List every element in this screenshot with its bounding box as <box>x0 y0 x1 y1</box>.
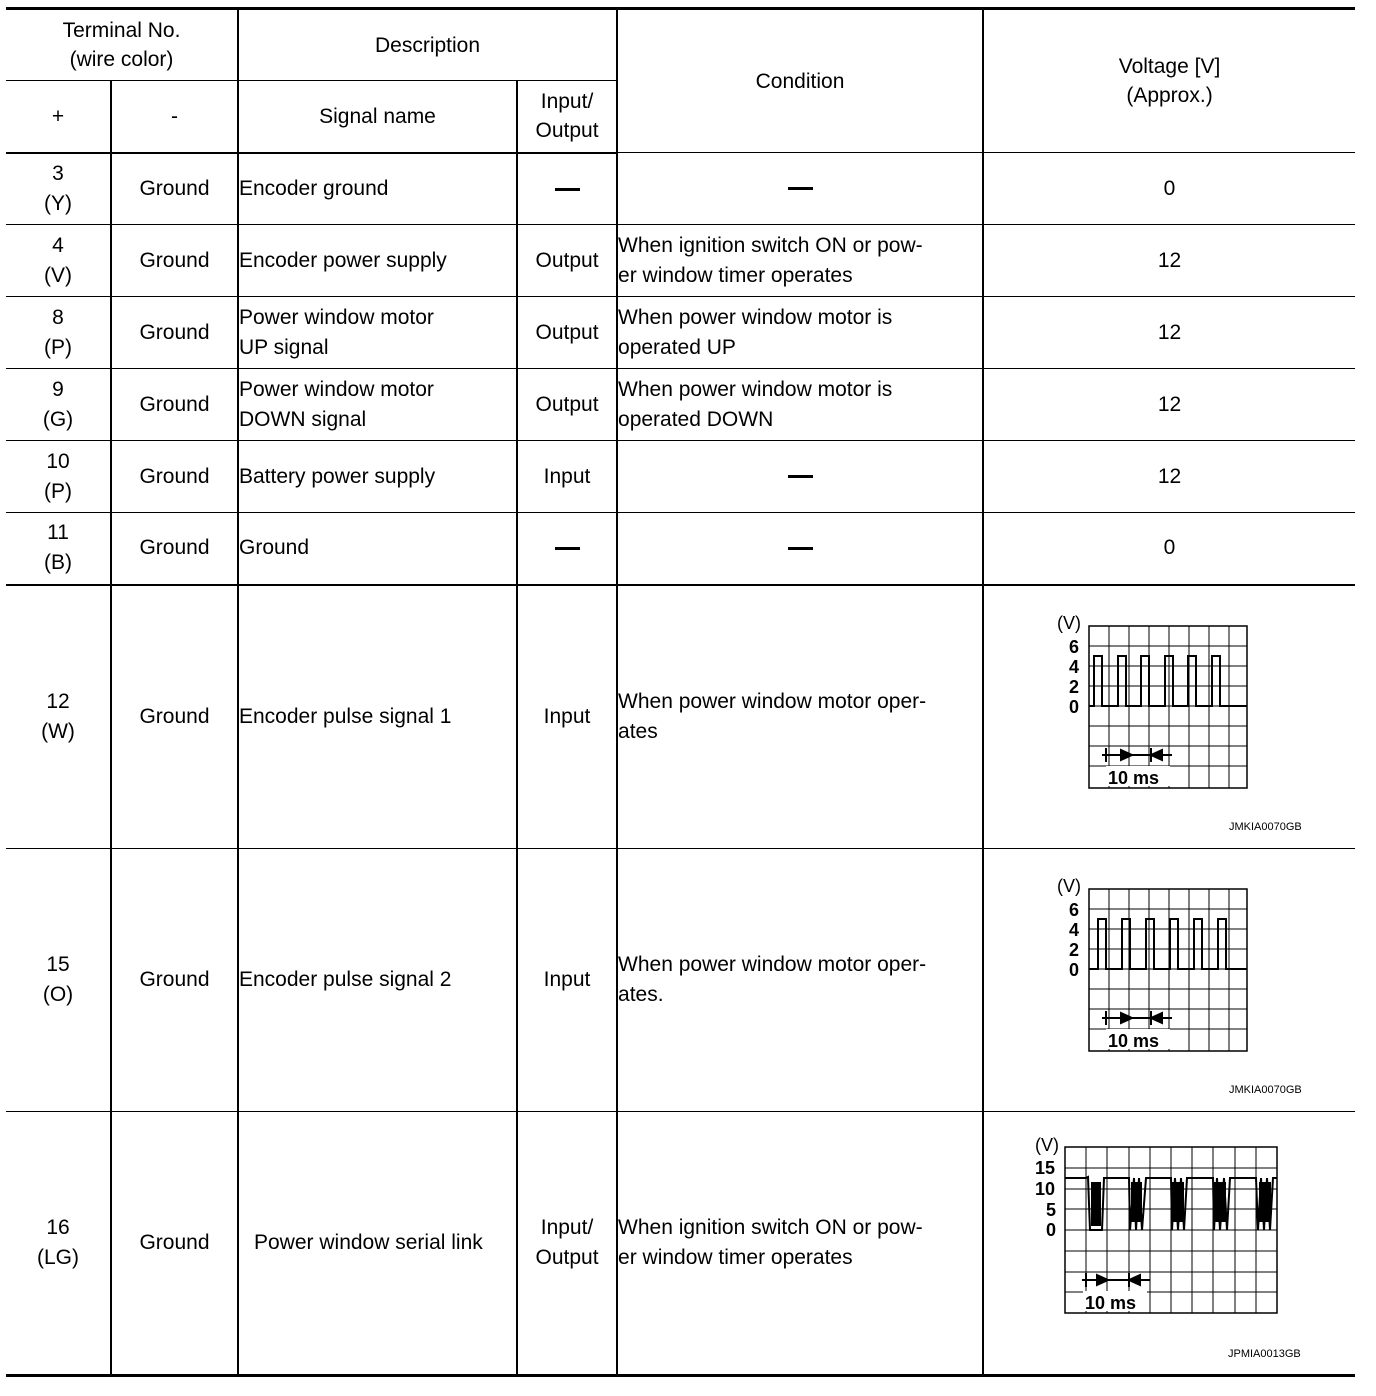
io-cell: Output <box>517 369 617 441</box>
minus-cell: Ground <box>111 225 238 297</box>
terminal-cell <box>6 1111 111 1375</box>
header-plus: + <box>6 81 111 153</box>
io-cell <box>517 153 617 225</box>
condition-cell <box>617 441 983 513</box>
unit-label: (V) <box>1057 612 1082 633</box>
condition-cell <box>617 513 983 585</box>
condition-cell <box>617 225 983 297</box>
table-row <box>6 369 1355 441</box>
terminal-number: 10 <box>46 449 70 473</box>
header-terminal <box>6 9 238 81</box>
condition-cell <box>617 297 983 369</box>
io-line-2: Output <box>535 1245 599 1269</box>
minus-cell: Ground <box>111 297 238 369</box>
minus-cell: Ground <box>111 585 238 849</box>
condition-line-1: When power window motor oper- <box>618 952 927 976</box>
terminal-number: 16 <box>46 1215 70 1239</box>
timebase-label: 10 ms <box>1085 1292 1137 1313</box>
tick-label: 2 <box>1069 676 1080 697</box>
signal-line-1: Power window motor <box>239 377 434 401</box>
minus-cell: Ground <box>111 848 238 1111</box>
tick-label: 0 <box>1069 959 1080 980</box>
wire-color: (P) <box>44 335 72 359</box>
tick-label: 6 <box>1069 899 1080 920</box>
pulse-trace <box>1089 919 1247 969</box>
tick-label: 6 <box>1069 636 1080 657</box>
dash-mark <box>788 547 813 550</box>
terminal-number: 11 <box>47 521 69 545</box>
voltage-cell: 0 <box>983 513 1355 585</box>
terminal-cell <box>6 848 111 1111</box>
table-row <box>6 153 1355 225</box>
header-signal-name: Signal name <box>238 81 517 153</box>
condition-line-2: operated UP <box>618 335 736 359</box>
signal-name-cell: Power window serial link <box>238 1111 517 1375</box>
terminal-cell <box>6 369 111 441</box>
tick-label: 2 <box>1069 939 1080 960</box>
io-cell: Output <box>517 225 617 297</box>
minus-cell: Ground <box>111 153 238 225</box>
condition-line-2: ates. <box>618 982 664 1006</box>
voltage-cell <box>983 585 1355 849</box>
wire-color: (P) <box>44 479 72 503</box>
tick-label: 10 <box>1035 1178 1056 1199</box>
header-io <box>517 81 617 153</box>
io-cell: Output <box>517 297 617 369</box>
minus-cell: Ground <box>111 1111 238 1375</box>
header-condition <box>617 9 983 153</box>
unit-label: (V) <box>1035 1134 1060 1155</box>
timebase-arrow <box>1102 748 1172 762</box>
voltage-cell: 12 <box>983 225 1355 297</box>
tick-label: 4 <box>1069 919 1080 940</box>
table-row <box>6 1111 1355 1375</box>
table-row <box>6 585 1355 849</box>
terminal-number: 8 <box>52 305 64 329</box>
timebase-arrow <box>1102 1011 1172 1025</box>
voltage-cell <box>983 1111 1355 1375</box>
tick-label: 4 <box>1069 656 1080 677</box>
minus-cell: Ground <box>111 513 238 585</box>
io-line-1: Input/ <box>540 1215 594 1239</box>
table-row <box>6 441 1355 513</box>
terminal-number: 3 <box>52 161 64 185</box>
terminal-cell <box>6 585 111 849</box>
voltage-cell <box>983 848 1355 1111</box>
dash-mark <box>555 188 580 191</box>
terminal-cell <box>6 297 111 369</box>
signal-line-2: UP signal <box>239 335 329 359</box>
voltage-cell: 12 <box>983 297 1355 369</box>
figure-code: JMKIA0070GB <box>1229 820 1302 833</box>
header-description-label: Description <box>374 33 481 57</box>
dash-mark <box>555 547 580 550</box>
io-cell: Input <box>517 848 617 1111</box>
header-row-1 <box>6 9 1355 81</box>
header-wire-color: (wire color) <box>69 48 174 71</box>
header-minus: - <box>111 81 238 153</box>
signal-name-cell <box>238 369 517 441</box>
wire-color: (B) <box>44 551 72 575</box>
signal-name-cell: Encoder pulse signal 2 <box>238 848 517 1111</box>
io-cell: Input <box>517 585 617 849</box>
wire-color: (Y) <box>44 191 72 215</box>
header-terminal-no: Terminal No. <box>62 19 181 42</box>
tick-label: 15 <box>1035 1157 1056 1178</box>
header-description <box>238 9 617 81</box>
condition-cell <box>617 585 983 849</box>
minus-cell: Ground <box>111 369 238 441</box>
header-io-1: Input/ <box>540 90 594 114</box>
wire-color: (V) <box>44 263 72 287</box>
wire-color: (O) <box>42 982 74 1006</box>
figure-code: JPMIA0013GB <box>1228 1347 1301 1360</box>
signal-name-cell: Battery power supply <box>238 441 517 513</box>
header-io-2: Output <box>535 119 599 143</box>
terminal-number: 12 <box>46 689 70 713</box>
voltage-cell: 12 <box>983 369 1355 441</box>
voltage-cell: 0 <box>983 153 1355 225</box>
wire-color: (W) <box>41 719 75 743</box>
terminal-table <box>6 7 1355 1377</box>
terminal-cell <box>6 225 111 297</box>
signal-name-cell: Encoder power supply <box>238 225 517 297</box>
dash-mark <box>788 475 813 478</box>
wire-color: (LG) <box>37 1245 79 1269</box>
table-row <box>6 848 1355 1111</box>
condition-line-2: ates <box>618 719 658 743</box>
minus-cell: Ground <box>111 441 238 513</box>
dash-mark <box>788 187 813 190</box>
condition-line-1: When power window motor is <box>618 377 893 401</box>
signal-line-2: DOWN signal <box>239 407 367 431</box>
condition-cell <box>617 848 983 1111</box>
signal-name-cell <box>238 297 517 369</box>
header-approx-label: (Approx.) <box>1126 84 1213 107</box>
condition-line-1: When ignition switch ON or pow- <box>618 1215 923 1239</box>
header-voltage-label: Voltage [V] <box>1118 55 1221 78</box>
table-row <box>6 297 1355 369</box>
signal-name-cell: Encoder pulse signal 1 <box>238 585 517 849</box>
terminal-number: 9 <box>52 377 64 401</box>
signal-name-cell: Ground <box>238 513 517 585</box>
condition-cell <box>617 1111 983 1375</box>
timebase-label: 10 ms <box>1108 1030 1160 1051</box>
terminal-number: 15 <box>46 952 70 976</box>
condition-cell <box>617 153 983 225</box>
condition-line-1: When power window motor is <box>618 305 893 329</box>
condition-line-2: er window timer operates <box>618 263 853 287</box>
tick-label: 0 <box>1046 1219 1057 1240</box>
timebase-arrow <box>1082 1273 1150 1287</box>
terminal-cell <box>6 513 111 585</box>
terminal-cell <box>6 441 111 513</box>
waveform-pulse-2 <box>984 849 1356 1111</box>
condition-line-1: When power window motor oper- <box>618 689 927 713</box>
waveform-serial-link <box>984 1112 1356 1374</box>
figure-code: JMKIA0070GB <box>1229 1083 1302 1096</box>
voltage-cell: 12 <box>983 441 1355 513</box>
io-cell <box>517 513 617 585</box>
header-voltage <box>983 9 1355 153</box>
signal-line-1: Power window motor <box>239 305 434 329</box>
terminal-number: 4 <box>52 233 64 257</box>
waveform-pulse-1 <box>984 586 1356 848</box>
condition-cell <box>617 369 983 441</box>
timebase-label: 10 ms <box>1108 767 1160 788</box>
signal-name-cell: Encoder ground <box>238 153 517 225</box>
condition-line-1: When ignition switch ON or pow- <box>618 233 923 257</box>
terminal-cell <box>6 153 111 225</box>
condition-line-2: operated DOWN <box>618 407 774 431</box>
io-cell: Input <box>517 441 617 513</box>
table-row <box>6 225 1355 297</box>
wire-color: (G) <box>42 407 74 431</box>
tick-label: 5 <box>1046 1199 1057 1220</box>
header-condition-label: Condition <box>755 69 845 93</box>
tick-label: 0 <box>1069 696 1080 717</box>
pulse-trace <box>1089 656 1247 706</box>
condition-line-2: er window timer operates <box>618 1245 853 1269</box>
unit-label: (V) <box>1057 875 1082 896</box>
table-row <box>6 513 1355 585</box>
io-cell <box>517 1111 617 1375</box>
